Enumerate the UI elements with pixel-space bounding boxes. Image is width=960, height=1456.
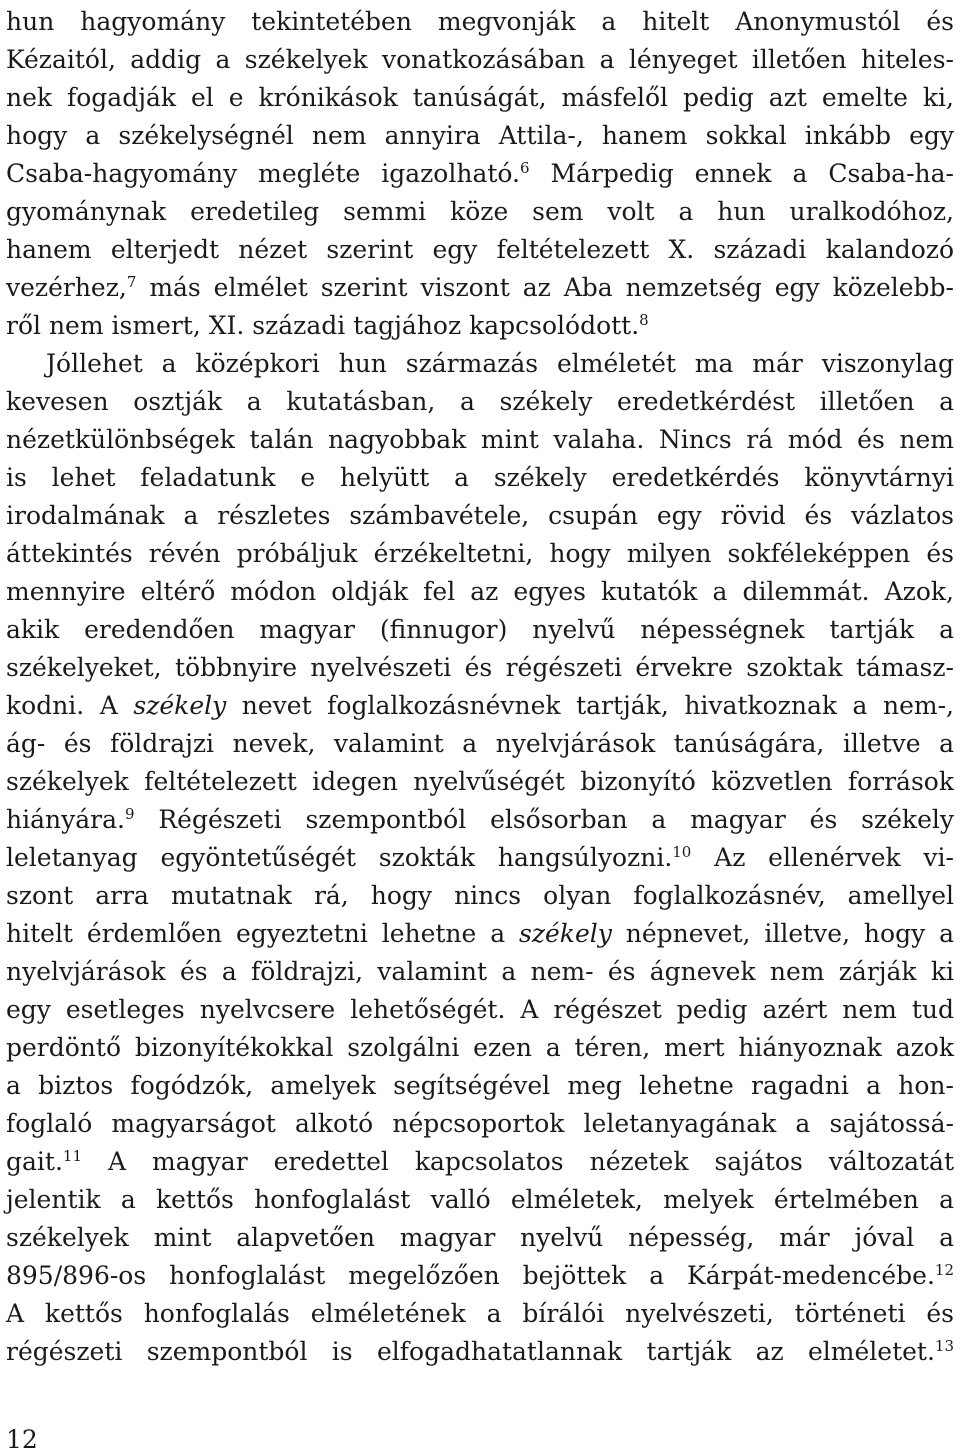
footnote-ref: 6 bbox=[519, 159, 530, 177]
text-line: hun hagyomány tekintetében megvonják a hitelt Anonymustól és bbox=[6, 7, 954, 36]
text-line: perdöntő bizonyítékokkal szolgálni ezen a téren, mert hiányoznak azok bbox=[6, 1033, 954, 1062]
text-line: áttekintés révén próbáljuk érzékeltetni, hogy milyen sokféleképpen és bbox=[6, 539, 954, 568]
text-line: a biztos fogódzók, amelyek segítségével meg lehetne ragadni a hon- bbox=[6, 1071, 954, 1100]
footnote-ref: 10 bbox=[672, 843, 692, 861]
italic-term: székely bbox=[519, 919, 612, 948]
text-line: mennyire eltérő módon oldják fel az egyes kutatók a dilemmát. Azok, bbox=[6, 577, 954, 606]
text-line: székelyek mint alapvetően magyar nyelvű népesség, már jóval a bbox=[6, 1223, 954, 1252]
text-line: akik eredendően magyar (finnugor) nyelvű népességnek tartják a bbox=[6, 615, 954, 644]
text-line: leletanyag egyöntetűségét szokták hangsúlyozni.$^{10}$ Az ellenérvek vi- bbox=[6, 843, 954, 872]
text-line: vezérhez,$^7$ más elmélet szerint viszont az Aba nemzetség egy közelebb- bbox=[6, 273, 954, 302]
text-line: Kézaitól, addig a székelyek vonatkozásában a lényeget illetően hiteles- bbox=[6, 45, 954, 74]
text-line: nek fogadják el e krónikások tanúságát, másfelől pedig azt emelte ki, bbox=[6, 83, 954, 112]
footnote-ref: 12 bbox=[934, 1261, 954, 1279]
text-line: nyelvjárások és a földrajzi, valamint a nem- és ágnevek nem zárják ki bbox=[6, 957, 954, 986]
text-line: ág- és földrajzi nevek, valamint a nyelvjárások tanúságára, illetve a bbox=[6, 729, 954, 758]
text-line: szont arra mutatnak rá, hogy nincs olyan foglalkozásnév, amellyel bbox=[6, 881, 954, 910]
text-line: hiányára.$^9$ Régészeti szempontból elsősorban a magyar és székely bbox=[6, 805, 954, 834]
footnote-ref: 7 bbox=[126, 273, 137, 291]
text-line: hogy a székelységnél nem annyira Attila-, hanem sokkal inkább egy bbox=[6, 121, 954, 150]
text-line: A kettős honfoglalás elméletének a bírálói nyelvészeti, történeti és bbox=[6, 1299, 954, 1328]
text-line: székelyek feltételezett idegen nyelvűségét bizonyító közvetlen források bbox=[6, 767, 954, 796]
footnote-ref: 9 bbox=[124, 805, 135, 823]
text-line: gait.$^{11}$ A magyar eredettel kapcsolatos nézetek sajátos változatát bbox=[6, 1147, 954, 1176]
footnote-ref: 11 bbox=[62, 1147, 82, 1165]
text-line: hitelt érdemlően egyeztetni lehetne a székely népnevet, illetve, hogy a bbox=[6, 919, 954, 948]
text-line: régészeti szempontból is elfogadhatatlannak tartják az elméletet.$^{13}$ bbox=[6, 1337, 954, 1366]
italic-term: székely bbox=[133, 691, 227, 720]
text-line: jelentik a kettős honfoglalást valló elméletek, melyek értelmében a bbox=[6, 1185, 954, 1214]
text-line: ről nem ismert, XI. századi tagjához kapcsolódott.$^8$ bbox=[6, 311, 649, 340]
text-line: nézetkülönbségek talán nagyobbak mint valaha. Nincs rá mód és nem bbox=[6, 425, 954, 454]
text-line: foglaló magyarságot alkotó népcsoportok leletanyagának a sajátossá- bbox=[6, 1109, 954, 1138]
footnote-ref: 8 bbox=[639, 311, 649, 329]
footnote-ref: 13 bbox=[934, 1337, 954, 1355]
text-line: Csaba-hagyomány megléte igazolható.$^6$ Márpedig ennek a Csaba-ha- bbox=[6, 159, 954, 188]
document-page bbox=[6, 0, 954, 1456]
page-number: 12 bbox=[6, 1425, 38, 1454]
text-line: egy esetleges nyelvcsere lehetőségét. A régészet pedig azért nem tud bbox=[6, 995, 954, 1024]
text-line: kevesen osztják a kutatásban, a székely eredetkérdést illetően a bbox=[6, 387, 954, 416]
text-line: is lehet feladatunk e helyütt a székely eredetkérdés könyvtárnyi bbox=[6, 463, 954, 492]
text-line: 895/896-os honfoglalást megelőzően bejöttek a Kárpát-medencébe.$^{12}$ bbox=[6, 1261, 954, 1290]
text-line: irodalmának a részletes számbavétele, csupán egy rövid és vázlatos bbox=[6, 501, 954, 530]
text-line: székelyeket, többnyire nyelvészeti és régészeti érvekre szoktak támasz- bbox=[6, 653, 954, 682]
text-line: gyománynak eredetileg semmi köze sem volt a hun uralkodóhoz, bbox=[6, 197, 954, 226]
text-line: Jóllehet a középkori hun származás elméletét ma már viszonylag bbox=[46, 349, 954, 378]
text-line: kodni. A székely nevet foglalkozásnévnek tartják, hivatkoznak a nem-, bbox=[6, 691, 954, 720]
text-line: hanem elterjedt nézet szerint egy feltételezett X. századi kalandozó bbox=[6, 235, 954, 264]
